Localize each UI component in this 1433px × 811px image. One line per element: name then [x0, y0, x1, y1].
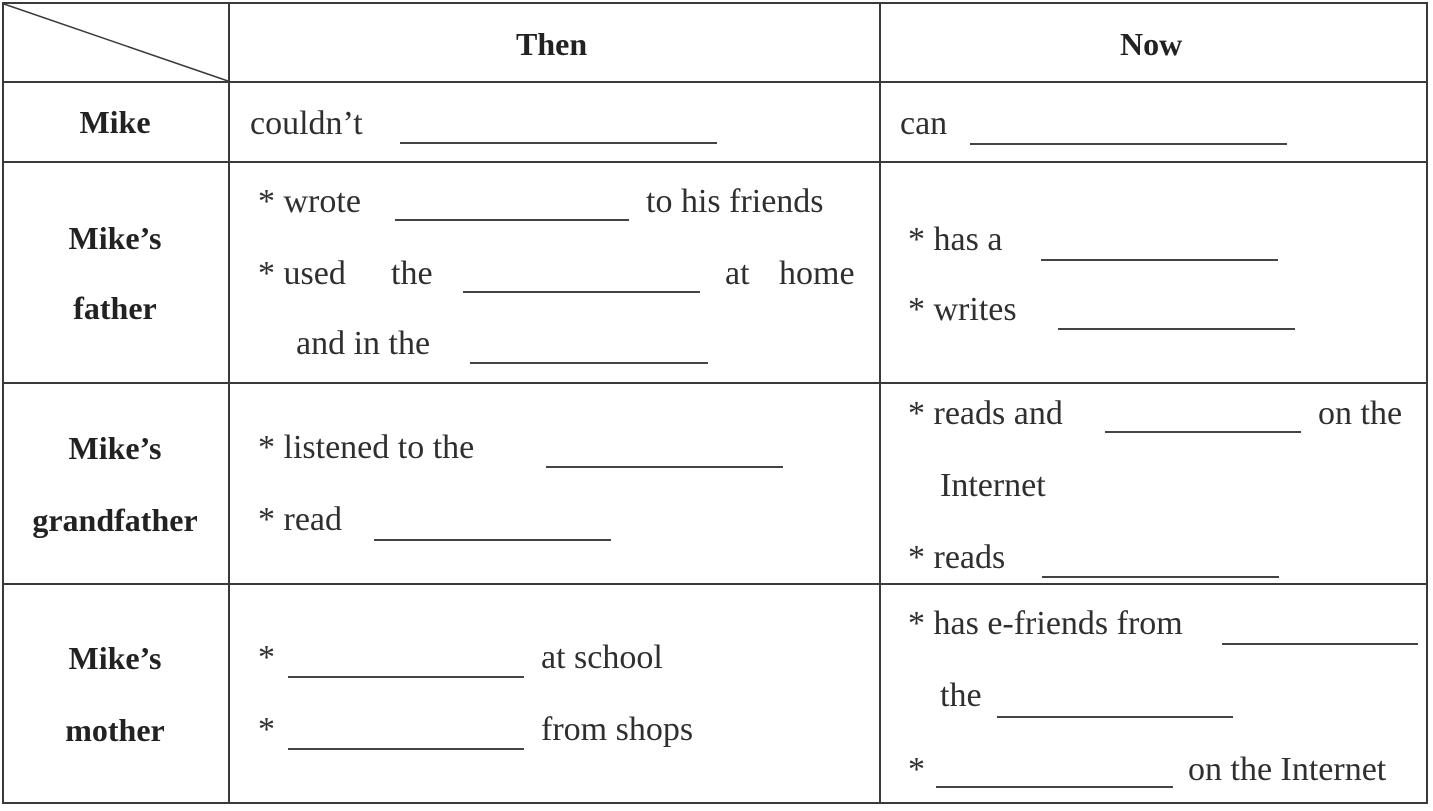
mother-then-blank-1: [288, 676, 524, 678]
father-then-line2-b: the: [391, 255, 433, 292]
mother-now-blank-3: [936, 786, 1173, 788]
mother-now-blank-2: [997, 716, 1233, 718]
corner-diagonal: [0, 0, 232, 84]
grandfather-now-blank-2: [1042, 576, 1279, 578]
mother-now-line2: the: [940, 677, 982, 714]
row-label-mother-line1: Mike’s: [68, 640, 162, 676]
table-border-bottom: [2, 802, 1428, 804]
row-label-mother-line2: mother: [65, 712, 165, 748]
father-then-line2-a: * used: [258, 255, 346, 292]
column-divider-2: [879, 2, 881, 804]
header-now: Now: [1120, 26, 1183, 62]
mother-then-line2-a: *: [258, 711, 275, 748]
grandfather-now-line2: Internet: [940, 467, 1046, 504]
father-then-line3-a: and in the: [296, 325, 431, 362]
father-then-line1-b: to his friends: [646, 183, 824, 220]
header-then: Then: [516, 26, 588, 62]
grandfather-then-blank-2: [374, 539, 611, 541]
mike-then-text: couldn’t: [250, 105, 363, 142]
grandfather-now-line1-a: * reads and: [908, 395, 1063, 432]
mike-now-text: can: [900, 105, 948, 142]
row-label-grandfather-line1: Mike’s: [68, 430, 162, 466]
father-then-line2-c: at: [725, 255, 750, 292]
mike-now-blank: [970, 143, 1287, 145]
mother-now-line1: * has e-friends from: [908, 605, 1183, 642]
father-then-blank-2: [463, 291, 700, 293]
row-divider-3: [2, 382, 1428, 384]
father-then-line2-d: home: [779, 255, 855, 292]
mother-then-blank-2: [288, 748, 524, 750]
grandfather-now-blank-1: [1105, 431, 1301, 433]
column-divider-1: [228, 2, 230, 804]
row-label-father-line2: father: [73, 290, 157, 326]
father-now-line2: * writes: [908, 291, 1017, 328]
grandfather-then-blank-1: [546, 466, 783, 468]
grandfather-now-line1-b: on the: [1318, 395, 1403, 432]
mother-now-line3-b: on the Internet: [1188, 751, 1387, 788]
father-then-blank-3: [470, 362, 708, 364]
mother-then-line1-b: at school: [541, 639, 663, 676]
grandfather-now-line3: * reads: [908, 539, 1006, 576]
father-now-line1: * has a: [908, 221, 1003, 258]
father-now-blank-2: [1058, 328, 1295, 330]
mike-then-blank: [400, 142, 717, 144]
grandfather-then-line2: * read: [258, 501, 343, 538]
mother-then-line1-a: *: [258, 639, 275, 676]
father-then-line1-a: * wrote: [258, 183, 361, 220]
table-border-right: [1426, 2, 1428, 804]
row-label-father-line1: Mike’s: [68, 220, 162, 256]
grandfather-then-line1: * listened to the: [258, 429, 475, 466]
mother-now-line3-a: *: [908, 751, 925, 788]
row-label-mike: Mike: [79, 104, 151, 140]
row-label-grandfather-line2: grandfather: [32, 502, 198, 538]
row-divider-4: [2, 583, 1428, 585]
father-now-blank-1: [1041, 259, 1278, 261]
mother-then-line2-b: from shops: [541, 711, 694, 748]
father-then-blank-1: [395, 219, 629, 221]
mother-now-blank-1: [1222, 643, 1418, 645]
row-divider-2: [2, 161, 1428, 163]
